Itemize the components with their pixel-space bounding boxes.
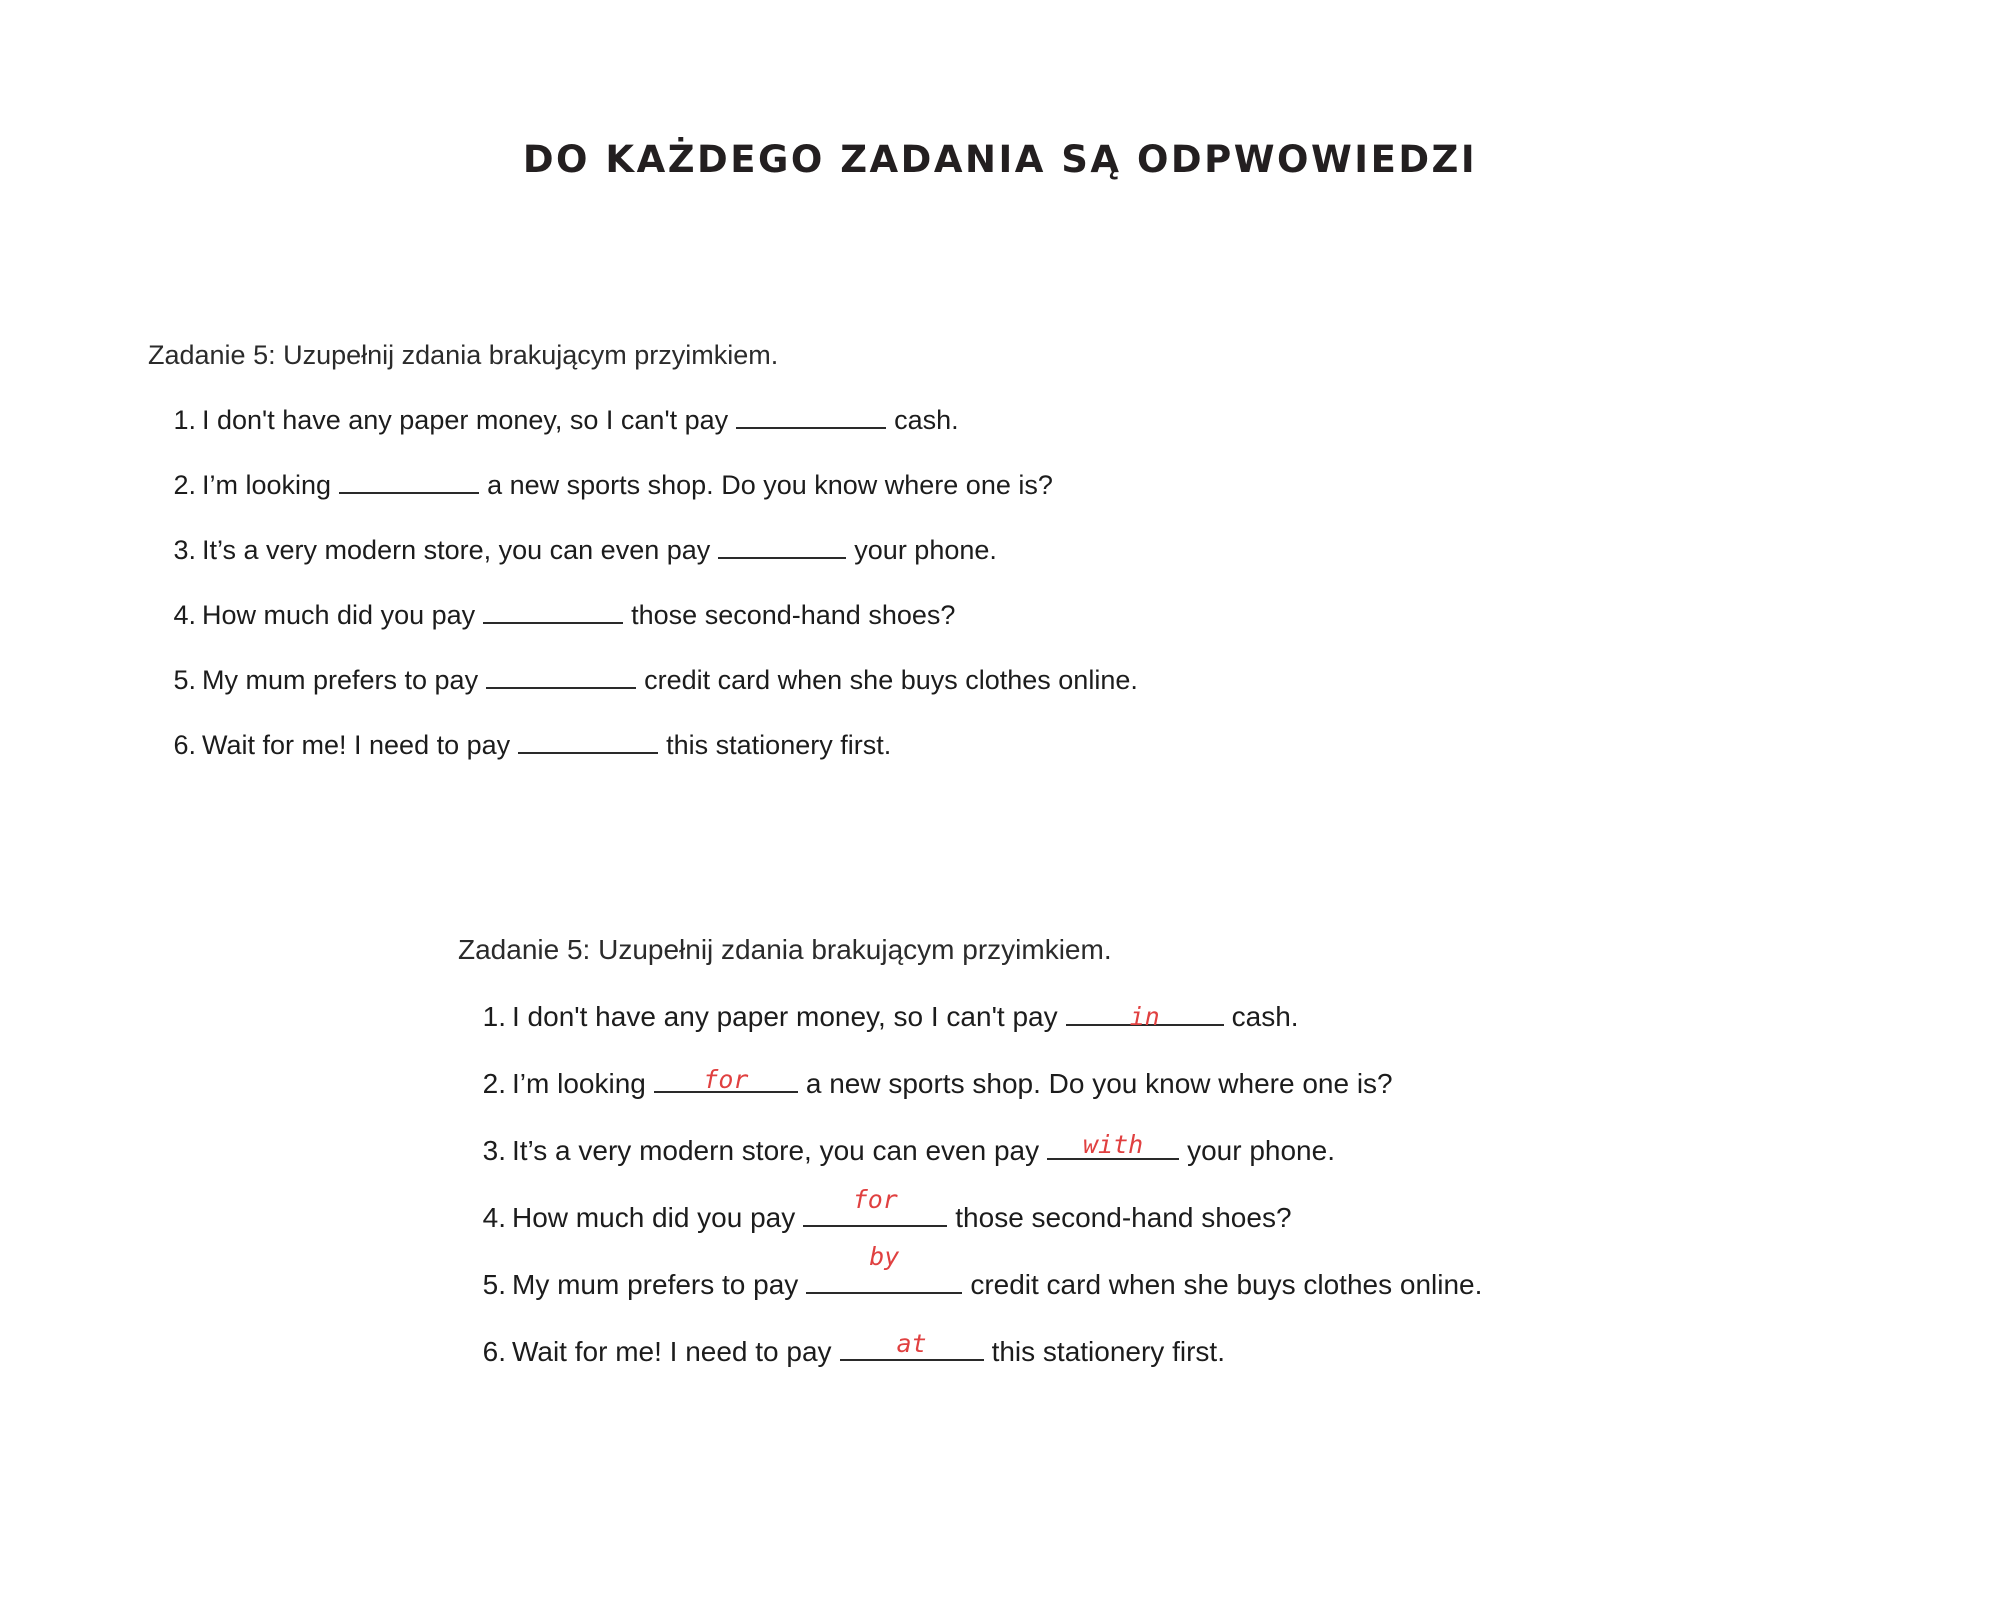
sentence-end: credit card when she buys clothes online. xyxy=(970,1269,1483,1300)
sentence-start: I’m looking xyxy=(512,1068,646,1099)
handwritten-answer: by xyxy=(869,1242,900,1271)
sentence-start: My mum prefers to pay xyxy=(512,1269,799,1300)
exercise-item xyxy=(478,1001,1482,1068)
handwritten-answer: for xyxy=(703,1065,749,1094)
exercise-item xyxy=(478,1329,1482,1403)
sentence-end: credit card when she buys clothes online. xyxy=(644,665,1138,695)
item-number: 4. xyxy=(482,1202,506,1233)
sentence-end: cash. xyxy=(894,405,959,435)
sentence-end: your phone. xyxy=(1187,1135,1335,1166)
exercise-item xyxy=(478,1065,1482,1135)
sentence-start: Wait for me! I need to pay xyxy=(202,730,511,760)
exercise-blank xyxy=(148,340,1138,795)
sentence-end: this stationery first. xyxy=(666,730,892,760)
sentence-start: My mum prefers to pay xyxy=(202,665,479,695)
exercise-item xyxy=(168,470,1138,535)
exercise-item xyxy=(478,1130,1482,1202)
exercise-item xyxy=(168,665,1138,730)
item-number: 5. xyxy=(173,665,196,695)
exercise-item xyxy=(478,1185,1482,1269)
exercise-item xyxy=(478,1242,1483,1336)
exercise-item-list xyxy=(148,405,1138,795)
exercise-title: Zadanie 5: Uzupełnij zdania brakującym przyimkiem. xyxy=(148,340,779,370)
sentence-start: It’s a very modern store, you can even pay xyxy=(512,1135,1040,1166)
answer-blank xyxy=(654,1065,798,1094)
item-number: 1. xyxy=(173,405,196,435)
sentence-start: Wait for me! I need to pay xyxy=(512,1336,832,1367)
sentence-start: How much did you pay xyxy=(202,600,476,630)
handwritten-answer: with xyxy=(1082,1130,1144,1159)
answer-blank xyxy=(718,535,846,559)
item-number: 6. xyxy=(173,730,196,760)
item-number: 6. xyxy=(482,1336,506,1367)
exercise-item xyxy=(168,730,1138,795)
sentence-end: this stationery first. xyxy=(991,1336,1225,1367)
exercise-item xyxy=(168,535,1138,600)
item-number: 2. xyxy=(482,1068,506,1099)
answer-blank xyxy=(518,730,658,754)
sentence-start: I don't have any paper money, so I can't pay xyxy=(512,1001,1058,1032)
page-title: DO KAŻDEGO ZADANIA SĄ ODPWOWIEDZI xyxy=(522,138,1478,181)
exercise-title: Zadanie 5: Uzupełnij zdania brakującym przyimkiem. xyxy=(458,934,1112,965)
sentence-end: those second-hand shoes? xyxy=(631,600,956,630)
sentence-end: those second-hand shoes? xyxy=(955,1202,1292,1233)
sentence-end: your phone. xyxy=(854,535,997,565)
item-number: 1. xyxy=(482,1001,506,1032)
sentence-end: a new sports shop. Do you know where one is? xyxy=(805,1068,1393,1099)
exercise-item xyxy=(168,600,1138,665)
handwritten-answer: for xyxy=(852,1185,898,1214)
answer-blank xyxy=(840,1329,984,1361)
exercise-answered xyxy=(458,934,1482,1403)
handwritten-answer: in xyxy=(1129,1002,1160,1031)
answer-blank xyxy=(339,470,479,494)
sentence-start: I’m looking xyxy=(202,470,332,500)
answer-blank xyxy=(483,600,623,624)
item-number: 2. xyxy=(173,470,196,500)
answer-blank xyxy=(1047,1130,1179,1160)
handwritten-answer: at xyxy=(896,1329,927,1358)
sentence-end: cash. xyxy=(1231,1001,1299,1032)
answer-blank xyxy=(486,665,636,689)
item-number: 3. xyxy=(173,535,196,565)
sentence-start: It’s a very modern store, you can even pay xyxy=(202,535,711,565)
exercise-item xyxy=(168,405,1138,470)
answer-blank xyxy=(736,405,886,429)
answer-blank xyxy=(806,1242,962,1294)
item-number: 4. xyxy=(173,600,196,630)
sentence-start: I don't have any paper money, so I can't pay xyxy=(202,405,729,435)
exercise-item-list xyxy=(458,1001,1482,1403)
answer-blank xyxy=(1066,1002,1224,1031)
sentence-end: a new sports shop. Do you know where one is? xyxy=(487,470,1053,500)
item-number: 3. xyxy=(482,1135,506,1166)
answer-blank xyxy=(803,1185,947,1227)
item-number: 5. xyxy=(482,1269,506,1300)
sentence-start: How much did you pay xyxy=(512,1202,796,1233)
